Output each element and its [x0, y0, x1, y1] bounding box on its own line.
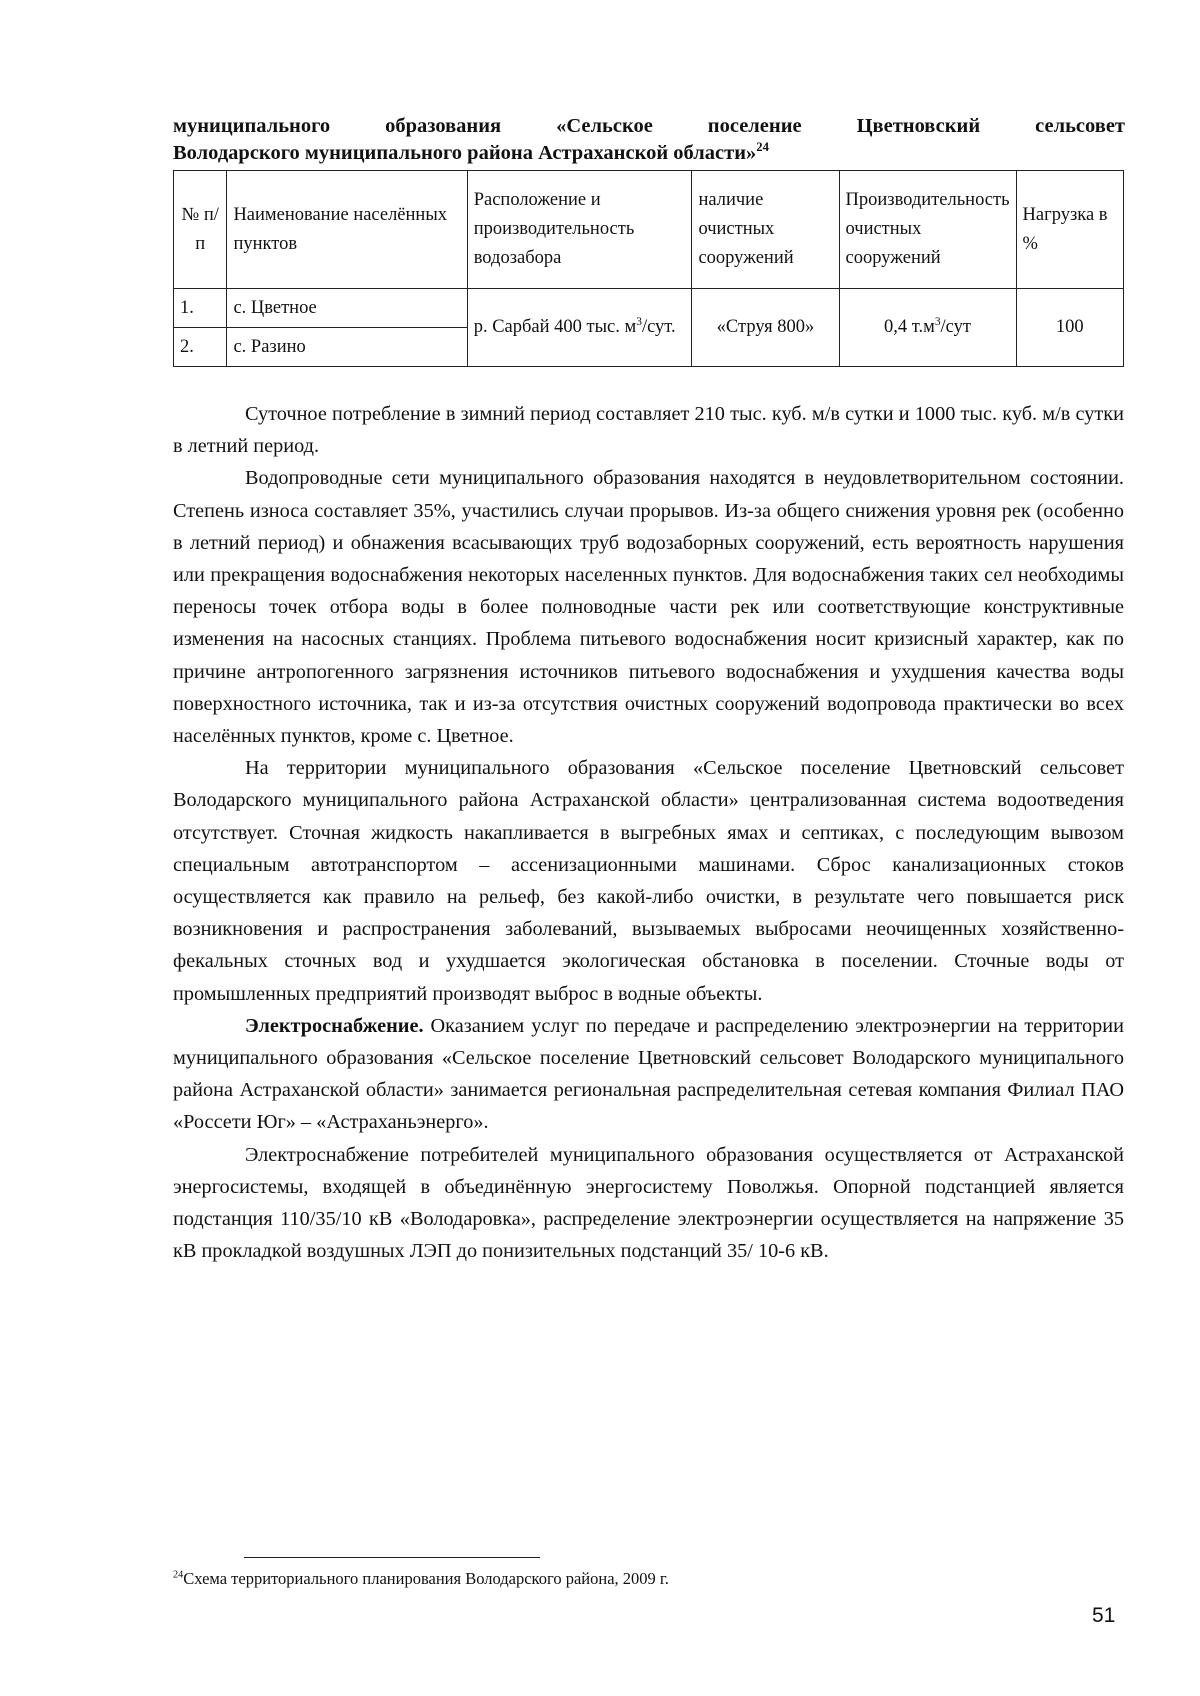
footnote-text: Схема территориального планирования Володарского района, 2009 г. — [183, 1569, 669, 1588]
footnote-number: 24 — [173, 1569, 184, 1581]
header-load-percent: Нагрузка в % — [1016, 171, 1123, 289]
paragraph-power-supply-provider: Электроснабжение. Оказанием услуг по передаче и распределению электроэнергии на территории муниципального образования «Сельское поселение Цветновский сельсовет Володарского муниципального района Астраханской области» занимается региональная распределительная сетевая компания Филиал ПАО «Россети Юг» – «Астраханьэнерго». — [173, 1014, 1124, 1134]
header-number: № п/п — [174, 171, 227, 289]
row-settlement-name: с. Цветное — [227, 289, 467, 328]
caption-line-1: муниципального образования «Сельское поселение Цветновский сельсовет — [173, 115, 1125, 137]
water-supply-table — [173, 170, 1124, 367]
water-intake-cell: р. Сарбай 400 тыс. $м^3$/сут. — [467, 289, 692, 367]
body-text — [173, 398, 1124, 1267]
row-settlement-name: с. Разино — [227, 328, 467, 367]
treatment-facility-cell: «Струя 800» — [692, 289, 839, 367]
capacity-cell: 0,4 $т.м^3$/сут — [839, 289, 1016, 367]
load-cell: 100 — [1016, 289, 1123, 367]
paragraph-consumption: Суточное потребление в зимний период составляет 210 тыс. куб. м/в сутки и 1000 тыс. куб. м/в сутки в летний период. — [173, 403, 1124, 458]
row-number: 2. — [174, 328, 227, 367]
header-water-intake: Расположение и производительность водозабора — [467, 171, 692, 289]
paragraph-sewerage: На территории муниципального образования «Сельское поселение Цветновский сельсовет Володарского муниципального района Астраханской области» централизованная система водоотведения отсутствует. Сточная жидкость накапливается в выгребных ямах и септиках, с последующим вывозом специальным автотранспортом – ассенизационными машинами. Сброс канализационных стоков осуществляется как правило на рельеф, без какой-либо очистки, в результате чего повышается риск возникновения и распространения заболеваний, вызываемых выбросами неочищенных хозяйственно-фекальных сточных вод и ухудшается экологическая обстановка в поселении. Сточные воды от промышленных предприятий производят выброс в водные объекты. — [173, 757, 1124, 1005]
footnote-reference: 24 — [756, 140, 769, 155]
caption-line-2: Володарского муниципального района Астраханской области»$^{24}$ — [173, 140, 769, 164]
paragraph-power-supply-source: Электроснабжение потребителей муниципального образования осуществляется от Астраханской энергосистемы, входящей в объединённую энергосистему Поволжья. Опорной подстанцией является подстанция 110/35/10 кВ «Володаровка», распределение электроэнергии осуществляется на напряжение 35 кВ прокладкой воздушных ЛЭП до понизительных подстанций 35/ 10-6 кВ. — [173, 1143, 1124, 1263]
table-header-row — [174, 171, 1124, 289]
section-heading-power-supply: Электроснабжение. — [245, 1014, 424, 1037]
header-facility-capacity: Производительность очистных сооружений — [839, 171, 1016, 289]
footnote — [173, 1568, 669, 1590]
header-settlement-name: Наименование населённых пунктов — [227, 171, 467, 289]
paragraph-water-networks: Водопроводные сети муниципального образования находятся в неудовлетворительном состоянии. Степень износа составляет 35%, участились случаи прорывов. Из-за общего снижения уровня рек (особенно в летний период) и обнажения всасывающих труб водозаборных сооружений, есть вероятность нарушения или прекращения водоснабжения некоторых населенных пунктов. Для водоснабжения таких сел необходимы переносы точек отбора воды в более полноводные части рек или соответствующие конструктивные изменения на насосных станциях. Проблема питьевого водоснабжения носит кризисный характер, как по причине антропогенного загрязнения источников питьевого водоснабжения и ухудшения качества воды поверхностного источника, так и из-за отсутствия очистных сооружений водопровода практически во всех населённых пунктов, кроме с. Цветное. — [173, 467, 1124, 748]
table-caption — [173, 113, 1125, 167]
row-number: 1. — [174, 289, 227, 328]
footnote-separator — [244, 1557, 540, 1558]
page-number: 51 — [1092, 1604, 1116, 1627]
header-treatment-facilities: наличие очистных сооружений — [692, 171, 839, 289]
table-row — [174, 289, 1124, 328]
